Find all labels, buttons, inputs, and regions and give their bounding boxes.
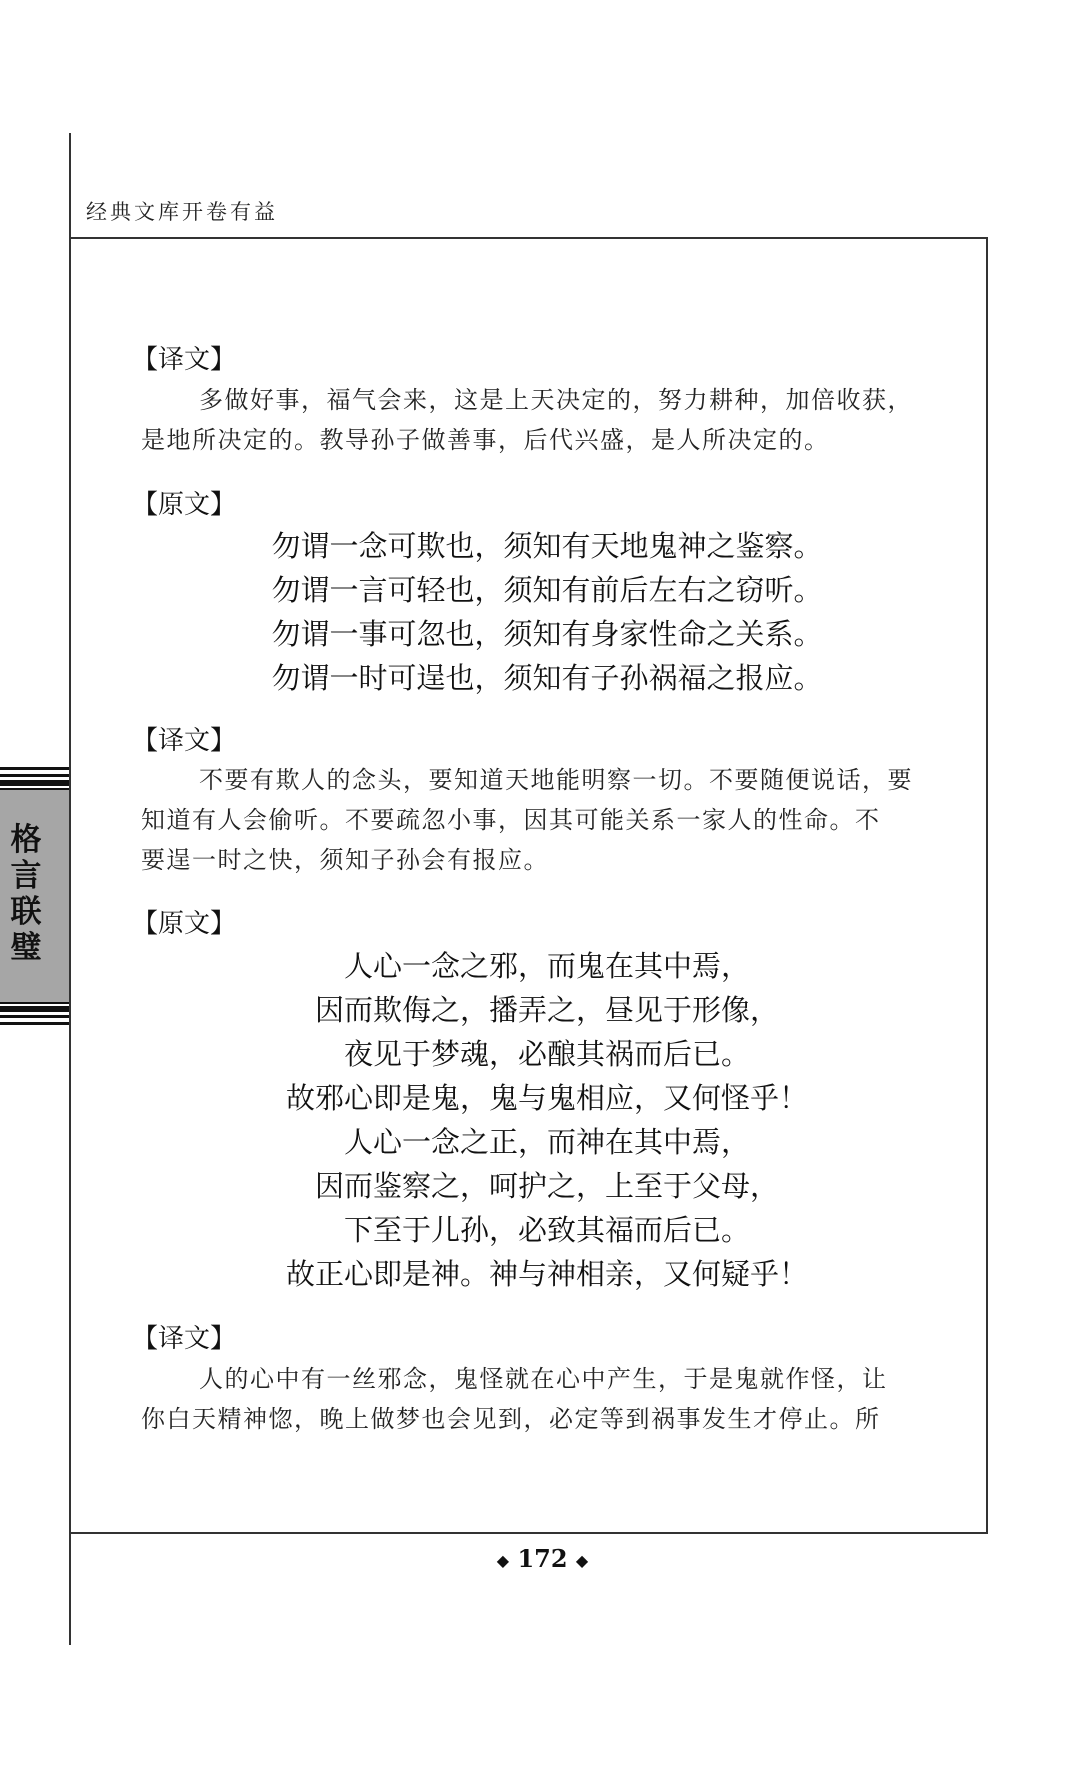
paragraph-line: 是地所决定的。教导孙子做善事，后代兴盛，是人所决定的。 (141, 426, 830, 454)
verse-line: 勿谓一时可逞也，须知有子孙祸福之报应。 (271, 661, 823, 695)
paragraph-line: 人的心中有一丝邪念，鬼怪就在心中产生，于是鬼就作怪，让 (199, 1365, 888, 1393)
section-tag-original: 【原文】 (132, 490, 237, 520)
page-number-text: 172 (517, 1544, 568, 1573)
side-tab (0, 767, 69, 1025)
verse-line: 下至于儿孙，必致其福而后已。 (343, 1213, 750, 1247)
side-tab-char: 格 (10, 822, 42, 858)
running-title: 经典文库开卷有益 (86, 200, 278, 224)
side-tab-rule (0, 1006, 69, 1012)
translation-paragraph (141, 1359, 901, 1439)
side-tab-rule (0, 1015, 69, 1018)
side-tab-rule (0, 780, 69, 786)
paragraph-line: 知道有人会偷听。不要疏忽小事，因其可能关系一家人的性命。不 (141, 806, 881, 834)
verse-line: 勿谓一言可轻也，须知有前后左右之窃听。 (271, 573, 823, 607)
verse-line: 因而欺侮之，播弄之，昼见于形像， (314, 993, 779, 1027)
side-tab-char: 联 (10, 894, 42, 930)
section-tag-translation: 【译文】 (132, 726, 237, 756)
side-tab-char: 言 (10, 858, 42, 894)
verse-line: 人心一念之正，而神在其中焉， (343, 1125, 750, 1159)
verse-line: 勿谓一事可忽也，须知有身家性命之关系。 (271, 617, 823, 651)
section-tag-original: 【原文】 (132, 909, 237, 939)
diamond-ornament-icon: ◆ (575, 1551, 589, 1570)
verse-line: 因而鉴察之，呵护之，上至于父母， (314, 1169, 779, 1203)
paragraph-line: 要逞一时之快，须知子孙会有报应。 (141, 846, 549, 874)
page-number (0, 1544, 1085, 1573)
side-tab-rule (0, 767, 69, 770)
original-verse (132, 524, 962, 700)
side-tab-rule (0, 774, 69, 777)
section-tag-translation: 【译文】 (132, 345, 237, 375)
translation-paragraph (141, 380, 913, 460)
side-tab-label (0, 822, 52, 966)
verse-line: 勿谓一念可欺也，须知有天地鬼神之鉴察。 (271, 529, 823, 563)
side-tab-rule (0, 1022, 69, 1025)
section-tag-translation: 【译文】 (132, 1324, 237, 1354)
verse-line: 故正心即是神。神与神相亲，又何疑乎！ (285, 1257, 808, 1291)
verse-line: 人心一念之邪，而鬼在其中焉， (343, 949, 750, 983)
paragraph-line: 多做好事，福气会来，这是上天决定的，努力耕种，加倍收获， (199, 386, 913, 414)
paragraph-line: 你白天精神惚，晚上做梦也会见到，必定等到祸事发生才停止。所 (141, 1405, 881, 1433)
translation-paragraph (141, 760, 913, 880)
verse-line: 夜见于梦魂，必酿其祸而后已。 (343, 1037, 750, 1071)
original-verse (132, 944, 962, 1296)
side-tab-char: 璧 (10, 930, 42, 966)
paragraph-line: 不要有欺人的念头，要知道天地能明察一切。不要随便说话，要 (199, 766, 913, 794)
verse-line: 故邪心即是鬼，鬼与鬼相应，又何怪乎！ (285, 1081, 808, 1115)
diamond-ornament-icon: ◆ (496, 1551, 510, 1570)
